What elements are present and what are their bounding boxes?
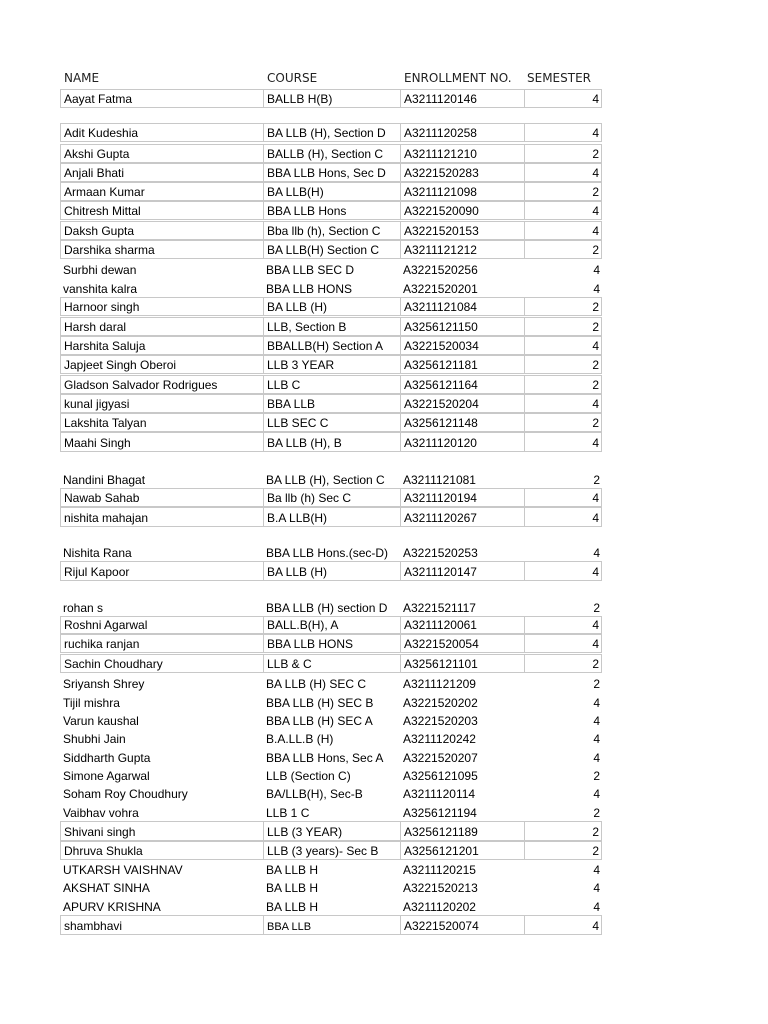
cell-semester: 4 xyxy=(524,507,602,527)
cell-course: B.A LLB(H) xyxy=(263,507,400,527)
cell-name: UTKARSH VAISHNAV xyxy=(63,863,183,877)
cell-course: LLB 3 YEAR xyxy=(263,355,400,374)
cell-enrollment: A3221520201 xyxy=(403,282,478,296)
cell-enrollment: A3221520034 xyxy=(400,336,524,355)
cell-enrollment: A3211120242 xyxy=(403,732,476,746)
cell-name: Nawab Sahab xyxy=(60,488,263,507)
cell-semester: 4 xyxy=(593,751,600,765)
table-row xyxy=(60,488,604,507)
cell-course: BALLB H(B) xyxy=(263,89,400,108)
cell-semester: 4 xyxy=(593,732,600,746)
table-row xyxy=(60,841,604,860)
cell-name: shambhavi xyxy=(60,915,263,935)
cell-semester: 4 xyxy=(524,123,602,142)
table-row xyxy=(60,561,604,581)
cell-name: Chitresh Mittal xyxy=(60,201,263,220)
table-row xyxy=(60,182,604,201)
cell-name: Japjeet Singh Oberoi xyxy=(60,355,263,374)
cell-name: Darshika sharma xyxy=(60,240,263,259)
cell-enrollment: A3256121201 xyxy=(400,841,524,860)
cell-name: Harnoor singh xyxy=(60,297,263,316)
table-row xyxy=(60,201,604,220)
header-name: NAME xyxy=(64,71,100,85)
cell-enrollment: A3221520153 xyxy=(400,221,524,240)
table-row xyxy=(60,766,604,784)
cell-semester: 2 xyxy=(524,182,602,201)
cell-name: Shubhi Jain xyxy=(63,732,126,746)
cell-course: BA LLB H xyxy=(266,863,319,877)
table-row xyxy=(60,355,604,374)
cell-enrollment: A3211120267 xyxy=(400,507,524,527)
cell-enrollment: A3211121210 xyxy=(400,144,524,163)
cell-course: BBA LLB Hons, Sec D xyxy=(263,163,400,182)
table-row xyxy=(60,878,604,896)
cell-semester: 4 xyxy=(524,201,602,220)
cell-course: BALL.B(H), A xyxy=(263,616,400,634)
cell-name: vanshita kalra xyxy=(63,282,138,296)
cell-name: Surbhi dewan xyxy=(63,263,137,277)
cell-semester: 2 xyxy=(524,144,602,163)
cell-name: Varun kaushal xyxy=(63,714,139,728)
table-row xyxy=(60,240,604,259)
cell-enrollment: A3221520207 xyxy=(403,751,478,765)
cell-semester: 4 xyxy=(524,488,602,507)
table-row xyxy=(60,336,604,355)
cell-name: Harshita Saluja xyxy=(60,336,263,355)
cell-name: AKSHAT SINHA xyxy=(63,881,150,895)
cell-enrollment: A3221520202 xyxy=(403,696,478,710)
cell-semester: 4 xyxy=(593,714,600,728)
cell-course: BBALLB(H) Section A xyxy=(263,336,400,355)
cell-course: BA LLB H xyxy=(266,900,319,914)
table-row xyxy=(60,915,604,935)
table-row xyxy=(60,616,604,634)
cell-name: Akshi Gupta xyxy=(60,144,263,163)
cell-enrollment: A3256121101 xyxy=(400,654,524,673)
table-row xyxy=(60,394,604,413)
cell-semester: 2 xyxy=(524,413,602,432)
table-row xyxy=(60,896,604,915)
cell-course: BA LLB (H) xyxy=(263,561,400,581)
cell-course: BA LLB (H) SEC C xyxy=(266,677,367,691)
cell-enrollment: A3256121164 xyxy=(400,375,524,394)
cell-name: Nandini Bhagat xyxy=(63,473,146,487)
cell-course: BBA LLB (H) SEC B xyxy=(266,696,374,710)
cell-course: B.A.LL.B (H) xyxy=(266,732,334,746)
cell-name: Siddharth Gupta xyxy=(63,751,151,765)
cell-course: BBA LLB xyxy=(263,915,400,935)
cell-enrollment: A3256121095 xyxy=(403,769,478,783)
cell-name: Dhruva Shukla xyxy=(60,841,263,860)
cell-name: APURV KRISHNA xyxy=(63,900,161,914)
cell-course: BBA LLB Hons xyxy=(263,201,400,220)
cell-name: rohan s xyxy=(63,601,104,615)
cell-course: Ba llb (h) Sec C xyxy=(263,488,400,507)
cell-name: Maahi Singh xyxy=(60,432,263,452)
cell-enrollment: A3211120146 xyxy=(400,89,524,108)
cell-semester: 2 xyxy=(524,355,602,374)
cell-semester: 2 xyxy=(593,601,600,615)
cell-semester: 4 xyxy=(593,881,600,895)
table-row xyxy=(60,654,604,673)
cell-semester: 4 xyxy=(524,163,602,182)
cell-semester: 2 xyxy=(593,769,600,783)
cell-semester: 4 xyxy=(593,696,600,710)
table-row xyxy=(60,278,604,297)
cell-semester: 2 xyxy=(593,677,600,691)
table-row xyxy=(60,163,604,182)
cell-course: LLB & C xyxy=(263,654,400,673)
cell-semester: 4 xyxy=(593,546,600,560)
cell-enrollment: A3211121209 xyxy=(403,677,476,691)
cell-course: BA LLB (H) xyxy=(263,297,400,316)
cell-course: BA LLB(H) Section C xyxy=(263,240,400,259)
table-row xyxy=(60,297,604,316)
cell-semester: 4 xyxy=(593,787,600,801)
cell-name: ruchika ranjan xyxy=(60,634,263,653)
cell-semester: 4 xyxy=(524,394,602,413)
cell-name: Soham Roy Choudhury xyxy=(63,787,188,801)
cell-enrollment: A3221520090 xyxy=(400,201,524,220)
cell-course: BALLB (H), Section C xyxy=(263,144,400,163)
table-row xyxy=(60,260,604,278)
cell-semester: 2 xyxy=(524,240,602,259)
cell-semester: 4 xyxy=(593,263,600,277)
cell-course: BA LLB (H), Section C xyxy=(266,473,385,487)
cell-enrollment: A3211120258 xyxy=(400,123,524,142)
cell-name: Daksh Gupta xyxy=(60,221,263,240)
cell-enrollment: A3211120061 xyxy=(400,616,524,634)
cell-name: Harsh daral xyxy=(60,317,263,336)
cell-semester: 2 xyxy=(524,821,602,841)
cell-course: LLB (Section C) xyxy=(266,769,351,783)
cell-name: Vaibhav vohra xyxy=(63,806,139,820)
table-row xyxy=(60,860,604,878)
cell-enrollment: A3211120194 xyxy=(400,488,524,507)
cell-semester: 2 xyxy=(593,473,600,487)
cell-name: Anjali Bhati xyxy=(60,163,263,182)
cell-enrollment: A3221520256 xyxy=(403,263,478,277)
cell-name: Armaan Kumar xyxy=(60,182,263,201)
cell-semester: 4 xyxy=(524,89,602,108)
cell-name: kunal jigyasi xyxy=(60,394,263,413)
cell-enrollment: A3221520074 xyxy=(400,915,524,935)
cell-semester: 4 xyxy=(593,863,600,877)
cell-course: BBA LLB HONS xyxy=(263,634,400,653)
cell-enrollment: A3211121081 xyxy=(403,473,476,487)
cell-name: Roshni Agarwal xyxy=(60,616,263,634)
cell-enrollment: A3211120147 xyxy=(400,561,524,581)
cell-enrollment: A3221520204 xyxy=(400,394,524,413)
cell-course: BBA LLB xyxy=(263,394,400,413)
cell-course: BBA LLB HONS xyxy=(266,282,353,296)
cell-semester: 4 xyxy=(524,221,602,240)
table-row xyxy=(60,692,604,711)
header-row xyxy=(60,69,604,87)
cell-enrollment: A3211120202 xyxy=(403,900,476,914)
table-row xyxy=(60,821,604,841)
cell-course: LLB, Section B xyxy=(263,317,400,336)
cell-course: BA LLB H xyxy=(266,881,319,895)
cell-semester: 2 xyxy=(524,654,602,673)
table-row xyxy=(60,711,604,729)
cell-semester: 2 xyxy=(524,375,602,394)
cell-name: Aayat Fatma xyxy=(60,89,263,108)
table-row xyxy=(60,317,604,336)
cell-enrollment: A3221520203 xyxy=(403,714,478,728)
table-row xyxy=(60,634,604,653)
cell-name: Rijul Kapoor xyxy=(60,561,263,581)
cell-course: LLB 1 C xyxy=(266,806,310,820)
cell-course: BBA LLB SEC D xyxy=(266,263,355,277)
cell-course: BA/LLB(H), Sec-B xyxy=(266,787,363,801)
cell-course: BA LLB(H) xyxy=(263,182,400,201)
cell-course: BBA LLB Hons, Sec A xyxy=(266,751,384,765)
cell-course: Bba llb (h), Section C xyxy=(263,221,400,240)
table-row xyxy=(60,375,604,394)
cell-name: nishita mahajan xyxy=(60,507,263,527)
table-row xyxy=(60,784,604,802)
cell-enrollment: A3221521117 xyxy=(403,601,476,615)
cell-semester: 4 xyxy=(593,900,600,914)
table-row xyxy=(60,466,604,488)
header-enrollment: ENROLLMENT NO. xyxy=(404,71,512,85)
header-semester: SEMESTER xyxy=(527,71,592,85)
cell-enrollment: A3256121194 xyxy=(403,806,477,820)
table-row xyxy=(60,674,604,692)
cell-semester: 4 xyxy=(524,915,602,935)
cell-course: LLB (3 years)- Sec B xyxy=(263,841,400,860)
cell-course: LLB C xyxy=(263,375,400,394)
table-row xyxy=(60,221,604,240)
table-row xyxy=(60,413,604,432)
cell-semester: 4 xyxy=(524,336,602,355)
table-row xyxy=(60,507,604,527)
cell-course: LLB (3 YEAR) xyxy=(263,821,400,841)
cell-enrollment: A3256121181 xyxy=(400,355,524,374)
cell-course: BA LLB (H), B xyxy=(263,432,400,452)
cell-semester: 4 xyxy=(524,634,602,653)
cell-enrollment: A3256121189 xyxy=(400,821,524,841)
table-row xyxy=(60,144,604,163)
cell-enrollment: A3211121212 xyxy=(400,240,524,259)
cell-semester: 4 xyxy=(524,616,602,634)
table-row xyxy=(60,595,604,616)
cell-semester: 2 xyxy=(524,841,602,860)
cell-enrollment: A3256121150 xyxy=(400,317,524,336)
table-row xyxy=(60,123,604,142)
cell-enrollment: A3221520253 xyxy=(403,546,478,560)
cell-course: BBA LLB (H) SEC A xyxy=(266,714,373,728)
cell-enrollment: A3211121084 xyxy=(400,297,524,316)
cell-name: Nishita Rana xyxy=(63,546,132,560)
cell-enrollment: A3221520283 xyxy=(400,163,524,182)
cell-name: Sachin Choudhary xyxy=(60,654,263,673)
cell-name: Shivani singh xyxy=(60,821,263,841)
cell-name: Sriyansh Shrey xyxy=(63,677,145,691)
table-row xyxy=(60,539,604,561)
cell-name: Lakshita Talyan xyxy=(60,413,263,432)
cell-course: BBA LLB (H) section D xyxy=(266,601,388,615)
cell-name: Simone Agarwal xyxy=(63,769,150,783)
cell-semester: 2 xyxy=(593,806,600,820)
cell-enrollment: A3211121098 xyxy=(400,182,524,201)
table-row xyxy=(60,729,604,747)
cell-semester: 2 xyxy=(524,297,602,316)
cell-enrollment: A3211120215 xyxy=(403,863,476,877)
cell-semester: 4 xyxy=(524,432,602,452)
cell-name: Gladson Salvador Rodrigues xyxy=(60,375,263,394)
table-row xyxy=(60,432,604,452)
cell-enrollment: A3221520054 xyxy=(400,634,524,653)
cell-name: Adit Kudeshia xyxy=(60,123,263,142)
table-row xyxy=(60,802,604,821)
cell-course: BBA LLB Hons.(sec-D) xyxy=(266,546,389,560)
cell-semester: 2 xyxy=(524,317,602,336)
table-row xyxy=(60,89,604,108)
cell-enrollment: A3211120120 xyxy=(400,432,524,452)
cell-enrollment: A3211120114 xyxy=(403,787,476,801)
cell-course: BA LLB (H), Section D xyxy=(263,123,400,142)
cell-semester: 4 xyxy=(524,561,602,581)
table-row xyxy=(60,747,604,766)
cell-semester: 4 xyxy=(593,282,600,296)
cell-enrollment: A3221520213 xyxy=(403,881,478,895)
cell-enrollment: A3256121148 xyxy=(400,413,524,432)
header-course: COURSE xyxy=(267,71,318,85)
cell-course: LLB SEC C xyxy=(263,413,400,432)
cell-name: Tijil mishra xyxy=(63,696,120,710)
